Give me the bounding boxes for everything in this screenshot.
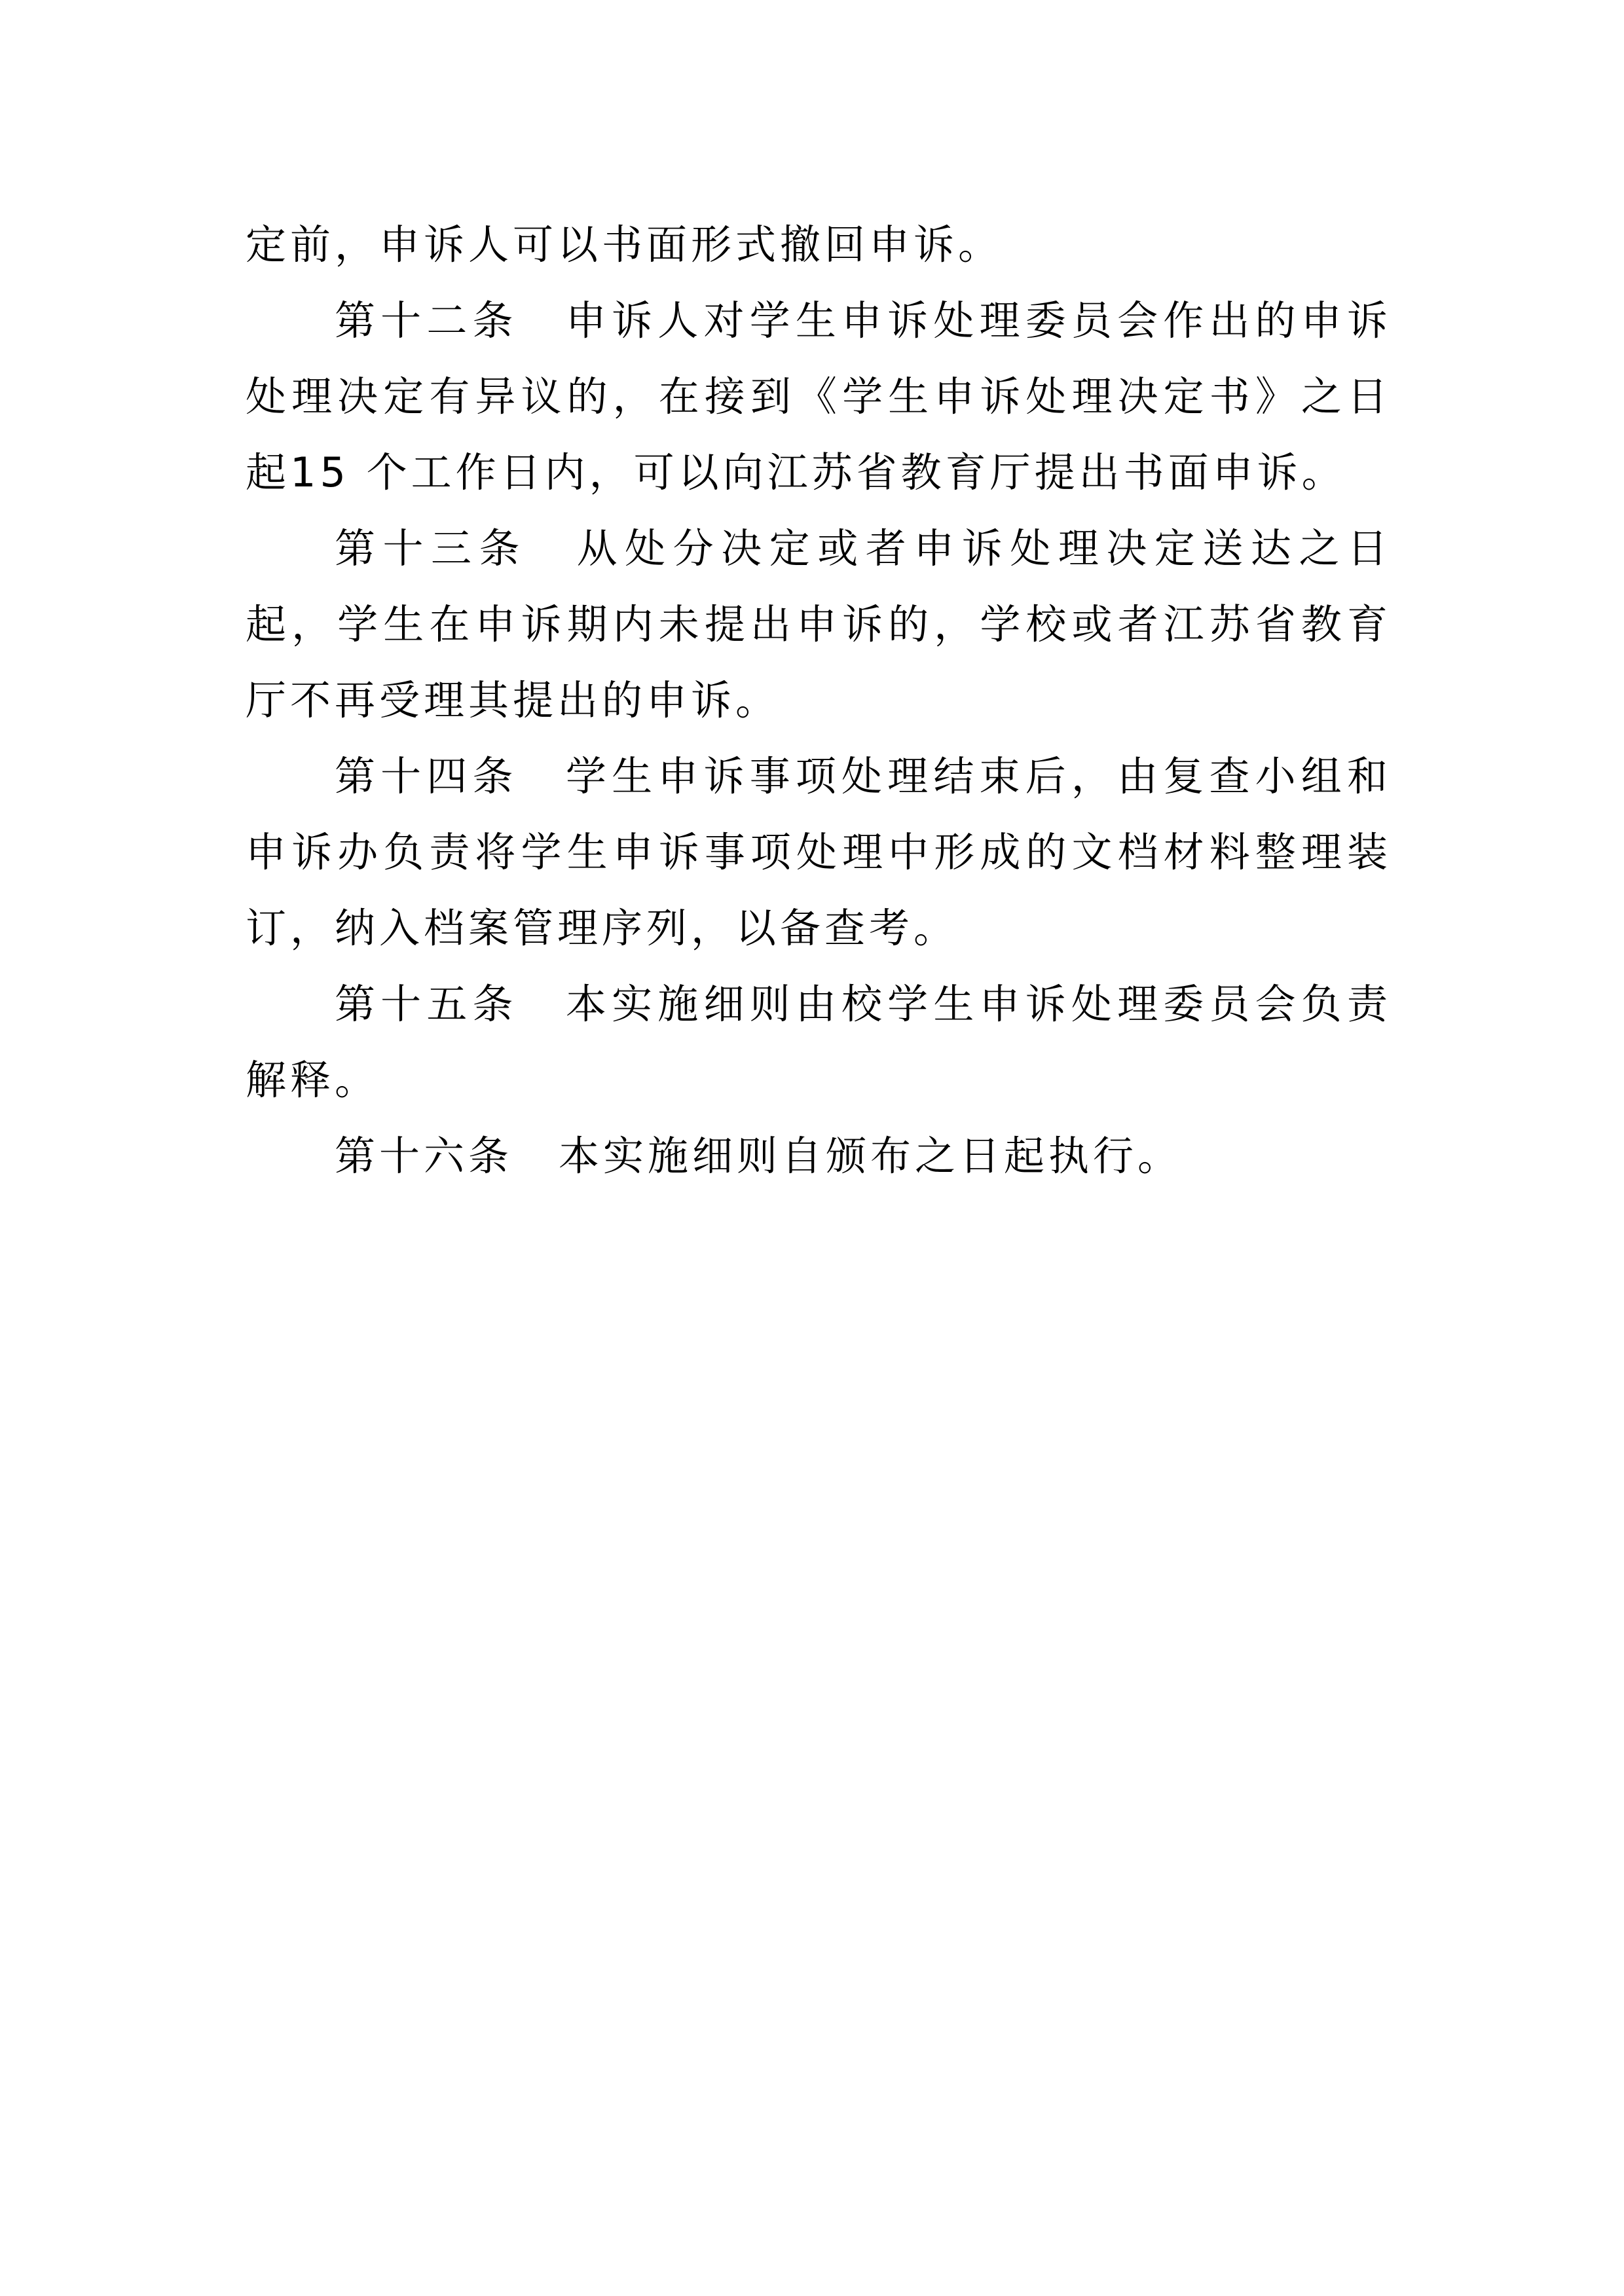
article-15 xyxy=(246,966,1392,1118)
article-13 xyxy=(246,511,1392,738)
article-label: 第十六条 xyxy=(335,1132,513,1180)
paragraph-text: 定前，申诉人可以书面形式撤回申诉。 xyxy=(246,221,1003,268)
article-12 xyxy=(246,283,1392,511)
article-text: 申诉人对学生申诉处理委员会作出的申诉处理决定有异议的，在接到《学生申诉处理决定书》之日起15 个工作日内，可以向江苏省教育厅提出书面申诉。 xyxy=(246,297,1392,496)
article-text: 学生申诉事项处理结束后，由复查小组和申诉办负责将学生申诉事项处理中形成的文档材料整理装订，纳入档案管理序列，以备查考。 xyxy=(246,752,1392,952)
document-body xyxy=(246,207,1392,1194)
article-text: 本实施细则自颁布之日起执行。 xyxy=(559,1132,1183,1180)
article-text: 本实施细则由校学生申诉处理委员会负责解释。 xyxy=(246,980,1392,1104)
article-16 xyxy=(246,1118,1392,1194)
article-label: 第十二条 xyxy=(335,297,519,344)
paragraph-continuation xyxy=(246,207,1392,283)
article-14 xyxy=(246,738,1392,966)
article-label: 第十四条 xyxy=(335,752,519,800)
article-label: 第十五条 xyxy=(335,980,519,1028)
article-text: 从处分决定或者申诉处理决定送达之日起，学生在申诉期内未提出申诉的，学校或者江苏省教育厅不再受理其提出的申诉。 xyxy=(246,524,1392,724)
article-label: 第十三条 xyxy=(335,524,528,572)
